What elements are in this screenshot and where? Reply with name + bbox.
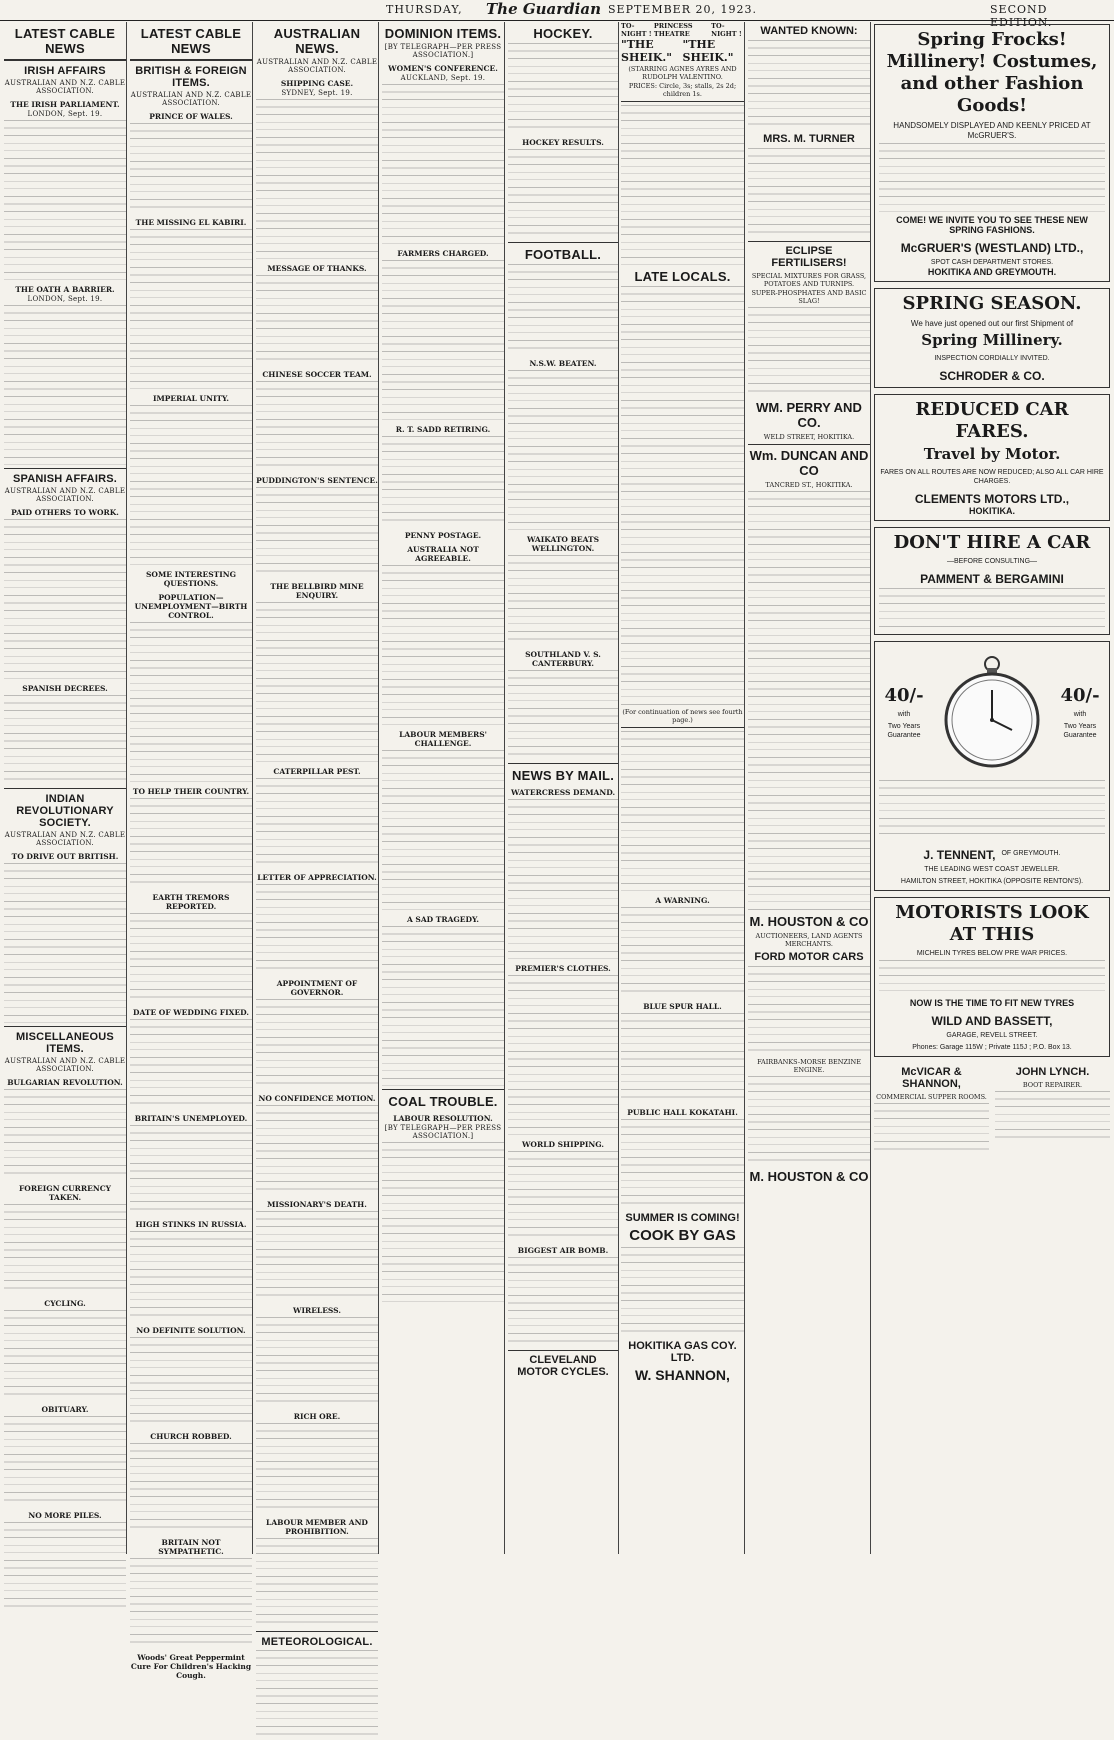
col1-s9: OBITUARY. xyxy=(41,1405,89,1414)
col6-late: LATE LOCALS. xyxy=(634,269,731,284)
article-text xyxy=(621,1013,744,1103)
col2-agency: AUSTRALIAN AND N.Z. CABLE ASSOCIATION. xyxy=(130,91,252,107)
article-text xyxy=(508,1151,618,1241)
col7-wanted: WANTED KNOWN: xyxy=(760,25,858,37)
article-text xyxy=(4,863,126,1023)
col2-s8: DATE OF WEDDING FIXED. xyxy=(132,1008,250,1017)
col3-s3: CHINESE SOCCER TEAM. xyxy=(262,370,372,379)
col7-eclipse: ECLIPSE FERTILISERS! xyxy=(771,245,847,269)
col7-houston2: M. HOUSTON & CO xyxy=(749,1169,869,1184)
article-text xyxy=(256,602,378,762)
ad5-tag: THE LEADING WEST COAST JEWELLER. xyxy=(924,866,1060,873)
col1-spanish: SPANISH AFFAIRS. xyxy=(12,473,118,485)
article-text xyxy=(4,1089,126,1179)
article-text xyxy=(508,799,618,959)
col2-s13: BRITAIN NOT SYMPATHETIC. xyxy=(158,1538,224,1556)
col6-a2: BLUE SPUR HALL. xyxy=(643,1002,722,1011)
article-text xyxy=(508,264,618,354)
col7-houston-sub: AUCTIONEERS, LAND AGENTS MERCHANTS. xyxy=(755,932,863,948)
article-text xyxy=(130,1125,252,1215)
article-text xyxy=(748,1076,870,1166)
col7-turner: MRS. M. TURNER xyxy=(763,133,855,145)
article-text xyxy=(748,491,870,911)
ad4-title: DON'T HIRE A CAR xyxy=(893,532,1091,553)
article-text xyxy=(621,1247,744,1337)
article-text xyxy=(621,286,744,706)
col6-sheik-sub: (STARRING AGNES AYRES AND RUDOLPH VALENTINO. xyxy=(628,65,737,81)
col4-s1: WOMEN'S CONFERENCE. xyxy=(388,64,498,73)
col5-news: NEWS BY MAIL. xyxy=(511,768,615,783)
ad6-phone: Phones: Garage 115W ; Private 115J ; P.O. Box 13. xyxy=(912,1044,1072,1051)
ad5-price-right: 40/- xyxy=(1060,684,1100,706)
article-text xyxy=(748,148,870,238)
col3-s1: SHIPPING CASE. xyxy=(280,79,354,88)
ad4-sub: —BEFORE CONSULTING— xyxy=(946,558,1038,565)
article-text xyxy=(508,670,618,760)
col3-heading: AUSTRALIAN NEWS. xyxy=(273,26,361,56)
col1-s5: TO DRIVE OUT BRITISH. xyxy=(11,852,119,861)
col6-sheik1: "THE SHEIK." xyxy=(621,38,672,64)
col3-s1-dateline: SYDNEY, Sept. 19. xyxy=(281,89,353,97)
col4-s1-dateline: AUCKLAND, Sept. 19. xyxy=(400,74,486,82)
article-text xyxy=(508,149,618,239)
ad-tennent xyxy=(874,641,1110,891)
col5-s2: N.S.W. BEATEN. xyxy=(529,359,597,368)
ad6-line: MICHELIN TYRES BELOW PRE WAR PRICES. xyxy=(916,950,1068,957)
col2-s1: PRINCE OF WALES. xyxy=(149,112,233,121)
ad2-store: SCHRODER & CO. xyxy=(939,369,1045,383)
col1-s7: FOREIGN CURRENCY TAKEN. xyxy=(18,1184,112,1202)
col5-football: FOOTBALL. xyxy=(524,247,602,262)
column-3 xyxy=(256,22,379,1648)
ad5-store: J. TENNENT, xyxy=(923,848,996,862)
column-2 xyxy=(130,22,253,1680)
article-text xyxy=(748,40,870,130)
col1-s8: CYCLING. xyxy=(44,1299,86,1308)
col1-misc: MISCELLANEOUS ITEMS. xyxy=(16,1031,114,1055)
article-text xyxy=(130,123,252,213)
article-text xyxy=(4,305,126,465)
col4-s7: A SAD TRAGEDY. xyxy=(406,915,480,924)
ad7-left: McVICAR & SHANNON, xyxy=(901,1066,962,1090)
col1-s3: PAID OTHERS TO WORK. xyxy=(11,508,119,517)
article-text xyxy=(508,975,618,1135)
col7-houston: M. HOUSTON & CO xyxy=(749,914,869,929)
article-text xyxy=(4,519,126,679)
ad1-store-sub: SPOT CASH DEPARTMENT STORES. xyxy=(930,259,1054,266)
col2-s6: TO HELP THEIR COUNTRY. xyxy=(132,787,250,796)
col5-s9: CLEVELAND MOTOR CYCLES. xyxy=(517,1354,609,1378)
article-text xyxy=(256,1211,378,1301)
article-text xyxy=(382,260,504,420)
ad5-addr: HAMILTON STREET, HOKITIKA (OPPOSITE RENTON'S). xyxy=(900,878,1084,885)
article-text xyxy=(621,731,744,891)
ad5-guar-right: Two Years Guarantee xyxy=(1063,722,1097,739)
ad5-with-left: with xyxy=(897,710,911,718)
column-5 xyxy=(508,22,619,1554)
col2-s5: POPULATION—UNEMPLOYMENT—BIRTH CONTROL. xyxy=(134,593,248,620)
article-text xyxy=(130,1337,252,1427)
article-text xyxy=(256,1538,378,1628)
article-text xyxy=(4,695,126,785)
col7-perry: WM. PERRY AND CO. xyxy=(756,400,862,430)
col6-a3: PUBLIC HALL KOKATAHI. xyxy=(627,1108,738,1117)
col6-a4: SUMMER IS COMING! xyxy=(625,1212,740,1224)
col1-spanish-agency: AUSTRALIAN AND N.Z. CABLE ASSOCIATION. xyxy=(4,487,126,503)
article-text xyxy=(256,275,378,365)
article-text xyxy=(256,1317,378,1407)
article-text xyxy=(4,1310,126,1400)
col1-agency: AUSTRALIAN AND N.Z. CABLE ASSOCIATION. xyxy=(4,79,126,95)
col4-s2: FARMERS CHARGED. xyxy=(397,249,489,258)
col6-sheik2: "THE SHEIK." xyxy=(682,38,734,64)
ad6-title: MOTORISTS LOOK AT THIS xyxy=(895,902,1089,945)
watch-icon xyxy=(932,652,1052,772)
ad6-store-sub: GARAGE, REVELL STREET. xyxy=(946,1032,1038,1039)
col3-s9: NO CONFIDENCE MOTION. xyxy=(258,1094,376,1103)
ad-wild-bassett xyxy=(874,897,1110,1057)
col3-s8: APPOINTMENT OF GOVERNOR. xyxy=(276,979,358,997)
col2-s3: IMPERIAL UNITY. xyxy=(152,394,230,403)
masthead-edition: SECOND EDITION. xyxy=(990,3,1053,29)
article-text xyxy=(508,555,618,645)
col1-s2: THE OATH A BARRIER. xyxy=(15,285,115,294)
ad2-title: SPRING SEASON. xyxy=(902,293,1082,314)
article-text xyxy=(130,622,252,782)
col6-a5: COOK BY GAS xyxy=(629,1227,736,1244)
ad1-places: HOKITIKA AND GREYMOUTH. xyxy=(927,267,1057,277)
article-text xyxy=(256,1650,378,1740)
ad6-now: NOW IS THE TIME TO FIT NEW TYRES xyxy=(909,998,1075,1008)
col3-s2: MESSAGE OF THANKS. xyxy=(267,264,367,273)
article-text xyxy=(256,1423,378,1513)
col2-heading: LATEST CABLE NEWS xyxy=(140,26,242,56)
col2-s4: SOME INTERESTING QUESTIONS. xyxy=(146,570,236,588)
ad2-line3: INSPECTION CORDIALLY INVITED. xyxy=(934,355,1050,362)
col7-perry-addr: WELD STREET, HOKITIKA. xyxy=(763,433,855,441)
ad5-with-right: with xyxy=(1073,710,1087,718)
col4-s8: LABOUR RESOLUTION. xyxy=(393,1114,493,1123)
ad-schroder xyxy=(874,288,1110,388)
ad7-right-sub: BOOT REPAIRER. xyxy=(1022,1081,1083,1089)
col2-s11: NO DEFINITE SOLUTION. xyxy=(136,1326,246,1335)
col2-s12: CHURCH ROBBED. xyxy=(150,1432,232,1441)
col3-s11: WIRELESS. xyxy=(293,1306,341,1315)
article-text xyxy=(130,1558,252,1648)
article-text xyxy=(256,778,378,868)
col5-s4: SOUTHLAND V. S. CANTERBURY. xyxy=(525,650,601,668)
article-text xyxy=(508,370,618,530)
article-text xyxy=(879,960,1105,996)
col7-fairbanks: FAIRBANKS-MORSE BENZINE ENGINE. xyxy=(757,1058,861,1074)
col3-s10: MISSIONARY'S DEATH. xyxy=(267,1200,367,1209)
col5-heading: HOCKEY. xyxy=(533,26,593,41)
col5-s3: WAIKATO BEATS WELLINGTON. xyxy=(526,535,600,553)
col3-s12: RICH ORE. xyxy=(293,1412,341,1421)
col4-s4: PENNY POSTAGE. xyxy=(404,531,482,540)
col5-s7: WORLD SHIPPING. xyxy=(522,1140,604,1149)
ad3-place: HOKITIKA. xyxy=(969,506,1015,516)
ad1-store: McGRUER'S (WESTLAND) LTD., xyxy=(900,241,1084,255)
col7-duncan: Wm. DUNCAN AND CO xyxy=(749,448,869,478)
article-text xyxy=(256,487,378,577)
ad2-line1: We have just opened out our first Shipment of xyxy=(910,319,1074,328)
article-text xyxy=(130,229,252,389)
col1-s6: BULGARIAN REVOLUTION. xyxy=(7,1078,123,1087)
col1-heading: LATEST CABLE NEWS xyxy=(14,26,116,56)
article-text xyxy=(879,143,1105,213)
ad-row-bottom xyxy=(874,1063,1110,1155)
col1-misc-agency: AUSTRALIAN AND N.Z. CABLE ASSOCIATION. xyxy=(4,1057,126,1073)
ad3-note: FARES ON ALL ROUTES ARE NOW REDUCED; ALSO ALL CAR HIRE CHARGES. xyxy=(880,469,1104,485)
col2-s14: Woods' Great Peppermint Cure For Children's Hacking Cough. xyxy=(130,1653,252,1680)
masthead-title: The Guardian xyxy=(486,0,601,18)
col1-indian: INDIAN REVOLUTIONARY SOCIETY. xyxy=(16,793,114,829)
col2-s10: HIGH STINKS IN RUSSIA. xyxy=(135,1220,247,1229)
article-text xyxy=(382,436,504,526)
masthead-day: THURSDAY, xyxy=(386,3,463,16)
col3-s13: LABOUR MEMBER AND PROHIBITION. xyxy=(266,1518,368,1536)
col3-s5: THE BELLBIRD MINE ENQUIRY. xyxy=(270,582,364,600)
col2-s9: BRITAIN'S UNEMPLOYED. xyxy=(134,1114,248,1123)
ad4-store: PAMMENT & BERGAMINI xyxy=(920,572,1064,586)
col7-duncan-addr: TANCRED ST., HOKITIKA. xyxy=(765,481,853,489)
article-text xyxy=(130,1443,252,1533)
col6-tonight-left: TO-NIGHT ! xyxy=(621,22,652,38)
ad3-title: REDUCED CAR FARES. xyxy=(915,399,1069,442)
col4-s6: LABOUR MEMBERS' CHALLENGE. xyxy=(399,730,487,748)
col1-s1: THE IRISH PARLIAMENT. xyxy=(10,100,120,109)
col5-s5: WATERCRESS DEMAND. xyxy=(510,788,616,797)
article-text xyxy=(256,884,378,974)
col1-s1-dateline: LONDON, Sept. 19. xyxy=(27,110,103,118)
article-text xyxy=(995,1091,1110,1141)
col4-heading: DOMINION ITEMS. xyxy=(384,26,502,41)
ad1-title: Spring Frocks! Millinery! Costumes, and other Fashion Goods! xyxy=(886,29,1098,116)
col3-s4: PUDDINGTON'S SENTENCE. xyxy=(256,476,378,485)
article-text xyxy=(130,798,252,888)
col7-ford: FORD MOTOR CARS xyxy=(754,951,864,963)
masthead xyxy=(0,0,1114,29)
col3-agency: AUSTRALIAN AND N.Z. CABLE ASSOCIATION. xyxy=(256,58,378,74)
col5-s8: BIGGEST AIR BOMB. xyxy=(517,1246,609,1255)
article-text xyxy=(130,1231,252,1321)
article-text xyxy=(4,120,126,280)
article-text xyxy=(256,381,378,471)
column-4 xyxy=(382,22,505,1554)
ad6-store: WILD AND BASSETT, xyxy=(931,1014,1053,1028)
article-text xyxy=(382,750,504,910)
article-text xyxy=(874,1103,989,1153)
col2-sub: BRITISH & FOREIGN ITEMS. xyxy=(135,65,247,89)
article-text xyxy=(621,1119,744,1209)
col4-s5: AUSTRALIA NOT AGREEABLE. xyxy=(407,545,479,563)
col7-superphos: SUPER-PHOSPHATES AND BASIC SLAG! xyxy=(751,289,867,305)
article-text xyxy=(4,1204,126,1294)
col6-tonight-right: TO-NIGHT ! xyxy=(711,22,742,38)
ad-mcgruers xyxy=(874,24,1110,282)
col5-s6: PREMIER'S CLOTHES. xyxy=(515,964,611,973)
col7-eclipse-sub: SPECIAL MIXTURES FOR GRASS, POTATOES AND TURNIPS. xyxy=(751,272,867,288)
ad2-line2: Spring Millinery. xyxy=(921,331,1063,349)
article-text xyxy=(621,105,744,265)
article-text xyxy=(4,1522,126,1612)
ad5-store-sub: OF GREYMOUTH. xyxy=(1001,850,1061,857)
column-6 xyxy=(621,22,745,1554)
masthead-date: SEPTEMBER 20, 1923. xyxy=(608,3,757,16)
article-text xyxy=(382,1142,504,1302)
ad3-sub: Travel by Motor. xyxy=(923,445,1061,463)
column-8 xyxy=(874,22,1110,1554)
article-text xyxy=(130,913,252,1003)
column-7 xyxy=(748,22,871,1554)
col5-s1: HOCKEY RESULTS. xyxy=(522,138,604,147)
col1-s2-dateline: LONDON, Sept. 19. xyxy=(27,295,103,303)
ad7-right: JOHN LYNCH. xyxy=(1015,1066,1090,1078)
col3-meteo: METEOROLOGICAL. xyxy=(261,1636,373,1648)
col4-coal-agency: [BY TELEGRAPH—PER PRESS ASSOCIATION.] xyxy=(384,1124,502,1140)
col6-a7: W. SHANNON, xyxy=(635,1367,730,1383)
article-text xyxy=(508,1257,618,1347)
ad5-guar-left: Two Years Guarantee xyxy=(887,722,921,739)
col6-a6: HOKITIKA GAS COY. LTD. xyxy=(628,1340,737,1364)
article-text xyxy=(382,84,504,244)
col2-s7: EARTH TREMORS REPORTED. xyxy=(152,893,230,911)
article-text xyxy=(382,565,504,725)
ad7-left-sub: COMMERCIAL SUPPER ROOMS. xyxy=(876,1093,987,1101)
col6-prices: PRICES: Circle, 3s; stalls, 2s 2d; children 1s. xyxy=(628,82,737,98)
article-text xyxy=(879,780,1105,840)
col1-s10: NO MORE PILES. xyxy=(28,1511,102,1520)
ad-clements xyxy=(874,394,1110,521)
col6-theatre: PRINCESS THEATRE xyxy=(653,22,693,38)
col3-s6: CATERPILLAR PEST. xyxy=(273,767,361,776)
ad5-price-left: 40/- xyxy=(884,684,924,706)
ad3-store: CLEMENTS MOTORS LTD., xyxy=(914,492,1070,506)
ad1-cta: COME! WE INVITE YOU TO SEE THESE NEW SPRING FASHIONS. xyxy=(896,215,1088,235)
article-text xyxy=(748,307,870,397)
article-text xyxy=(4,1416,126,1506)
article-text xyxy=(879,588,1105,628)
article-text xyxy=(748,966,870,1056)
article-text xyxy=(382,926,504,1086)
col4-coal: COAL TROUBLE. xyxy=(388,1094,498,1109)
column-1 xyxy=(4,22,127,1554)
article-text xyxy=(130,405,252,565)
article-text xyxy=(256,999,378,1089)
col1-indian-agency: AUSTRALIAN AND N.Z. CABLE ASSOCIATION. xyxy=(4,831,126,847)
col1-s4: SPANISH DECREES. xyxy=(22,684,108,693)
col6-continuation: (For continuation of news see fourth page.) xyxy=(622,708,743,724)
col2-s2: THE MISSING EL KABIRI. xyxy=(135,218,247,227)
col3-s7: LETTER OF APPRECIATION. xyxy=(257,873,377,882)
article-text xyxy=(508,43,618,133)
article-text xyxy=(256,99,378,259)
ad1-sub: HANDSOMELY DISPLAYED AND KEENLY PRICED AT McGRUER'S. xyxy=(893,121,1091,140)
col1-sub: IRISH AFFAIRS xyxy=(24,65,106,77)
article-text xyxy=(130,1019,252,1109)
ad-pamment xyxy=(874,527,1110,635)
article-text xyxy=(621,907,744,997)
col4-agency: [BY TELEGRAPH—PER PRESS ASSOCIATION.] xyxy=(384,43,502,59)
col4-s3: R. T. SADD RETIRING. xyxy=(395,425,491,434)
article-text xyxy=(256,1105,378,1195)
col6-a1: A WARNING. xyxy=(655,896,710,905)
